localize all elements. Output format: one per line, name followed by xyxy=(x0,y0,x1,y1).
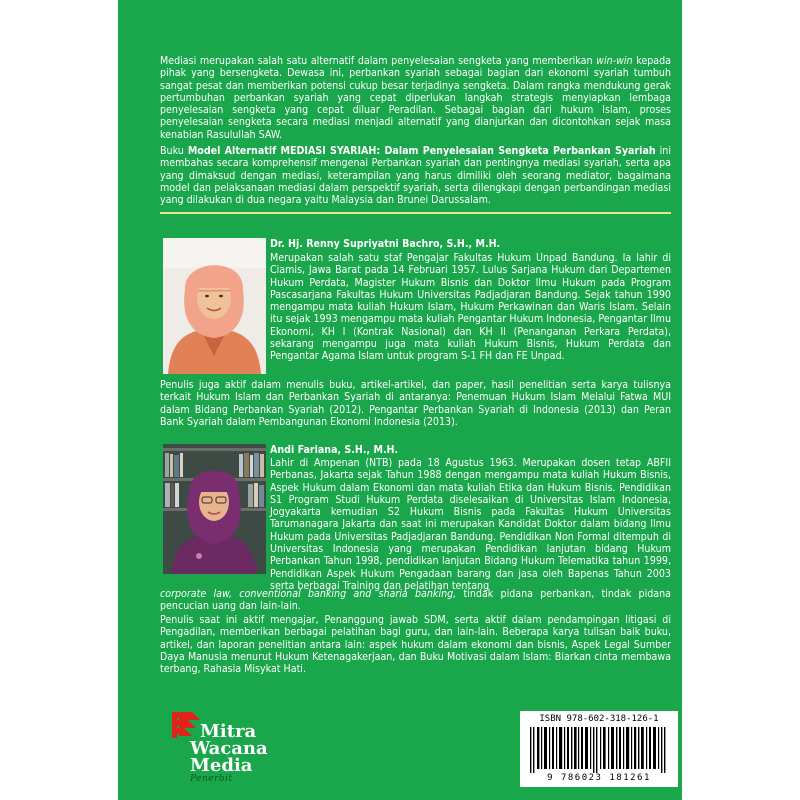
author-1-name: Dr. Hj. Renny Supriyatni Bachro, S.H., M.H. xyxy=(270,238,501,250)
author-2-works: Penulis saat ini aktif mengajar, Penanggung jawab SDM, serta aktif dalam pendampingan litigasi di Pengadilan, memberikan berbagai pelatihan bagi guru, dan lain-lain. Beberapa karya tulisan baik buku, artikel, dan laporan penelitian antara lain: aspek hukum dalam ekonomi dan bisnis, Aspek Legal Sumber Daya Manusia menurut Hukum Ketenagakerjaan, dan Buku Motivasi dalam Islam: Biarkan cinta membawa terbang, Rahasia Misykat Hati. xyxy=(160,614,671,676)
isbn-barcode xyxy=(520,711,678,787)
publisher-tagline: Penerbit xyxy=(190,774,233,784)
isbn-label: ISBN 978-602-318-126-1 xyxy=(539,714,659,724)
barcode-bars xyxy=(528,727,670,773)
book-title: Model Alternatif MEDIASI SYARIAH: Dalam Penyelesaian Sengketa Perbankan Syariah xyxy=(187,145,656,157)
isbn-digits: 9 786023 181261 xyxy=(547,773,651,783)
author-2-bio: Lahir di Ampenan (NTB) pada 18 Agustus 1963. Merupakan dosen tetap ABFII Perbanas, Jakarta sejak Tahun 1988 dengan mengampu mata kuliah Hukum Bisnis, Aspek Hukum dalam Ekonomi dan mata kuliah Etika dan Hukum Bisnis. Pendidikan S1 Program Studi Hukum Perdata diselesaikan di Universitas Islam Indonesia, Jogyakarta kemudian S2 Hukum Bisnis pada Fakultas Hukum Universitas Tarumanagara Jakarta dan saat ini merupakan Kandidat Doktor dalam bidang Ilmu Hukum pada Universitas Padjadjaran Bandung. Pendidikan Non Formal ditempuh di Universitas Indonesia yang merupakan Pendidikan lanjutan bidang Hukum Perbankan Tahun 1998, pendidikan lanjutan Bidang Hukum Telematika tahun 1999, Pendidikan Aspek Hukum Pengadaan barang dan jasa oleh Bapenas Tahun 2003 serta berbagai Training dan pelatihan tentang xyxy=(270,457,671,592)
author-2-photo xyxy=(163,444,266,574)
divider-line xyxy=(160,212,671,214)
author-1-bio: Merupakan salah satu staf Pengajar Fakultas Hukum Unpad Bandung. Ia lahir di Ciamis, Jawa Barat pada 14 Februari 1957. Lulus Sarjana Hukum dari Departemen Hukum Perdata, Magister Hukum Bisnis dan Doktor Ilmu Hukum pada Program Pascasarjana Fakultas Hukum Universitas Padjadjaran Bandung. Sejak tahun 1990 mengampu mata kuliah Hukum Islam, Hukum Perkawinan dan Waris Islam. Selain itu sejak 1993 mengampu mata kuliah Pengantar Hukum Indonesia, Pengantar Ilmu Ekonomi, KH I (Kontrak Nasional) dan KH II (Penanganan Perkara Perdata), sekarang mengampu juga mata kuliah Hukum Bisnis, Hukum Perdata dan Pengantar Agama Islam untuk program S-1 FH dan FE Unpad. xyxy=(270,252,671,363)
author-1-publications: Penulis juga aktif dalam menulis buku, artikel-artikel, dan paper, hasil penelitian serta karya tulisnya terkait Hukum Islam dan Perbankan Syariah di antaranya: Penemuan Hukum Islam Melalui Fatwa MUI dalam Bidang Perbankan Syariah (2012). Pengantar Perbankan Syariah di Indonesia (2013) dan Peran Bank Syariah dalam Pembangunan Ekonomi Indonesia (2013). xyxy=(160,379,671,428)
back-cover xyxy=(118,0,682,800)
author-1-photo xyxy=(163,238,266,374)
publisher-logo: Mitra Wacana Media Penerbit xyxy=(170,710,280,795)
author-2-name: Andi Fariana, S.H., M.H. xyxy=(270,444,399,456)
author-2-training: corporate law, conventional banking and sharia banking, tindak pidana perbankan, tindak pidana pencucian uang dan lain-lain. xyxy=(160,588,672,613)
summary-paragraph-1: Mediasi merupakan salah satu alternatif dalam penyelesaian sengketa yang memberikan win-win kepada pihak yang bersengketa. Dewasa ini, perbankan syariah sebagai bagian dari ekonomi syariah tumbuh sangat pesat dan memberikan potensi cukup besar terjadinya sengketa. Dalam rangka mendukung gerak pertumbuhan perbankan syariah yang cepat diperlukan langkah strategis menyiapkan lembaga penyelesaian sengketa yang cepat diluar Peradilan. Sebagai bagian dari hukum Islam, proses penyelesaian sengketa secara mediasi menjadi alternatif yang dianjurkan dan dicontohkan sejak masa kenabian Rasulullah SAW. xyxy=(160,55,671,141)
summary-paragraph-2: Buku Model Alternatif MEDIASI SYARIAH: Dalam Penyelesaian Sengketa Perbankan Syariah ini membahas secara komprehensif mengenai Perbankan syariah dan pentingnya mediasi syariah, serta apa yang dimaksud dengan mediasi, keterampilan yang harus dimiliki oleh seorang mediator, bagaimana model dan pelaksanaan mediasi dalam perspektif syariah, serta dilengkapi dengan perbandingan mediasi yang dilakukan di dua negara yaitu Malaysia dan Brunei Darussalam. xyxy=(160,145,671,207)
publisher-logo-icon xyxy=(170,710,204,740)
